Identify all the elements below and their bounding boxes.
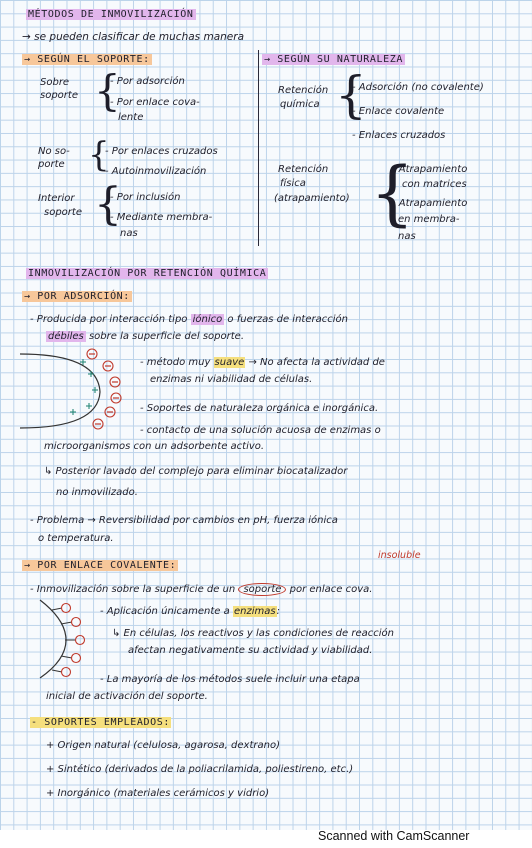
paragraph-line: afectan negativamente su actividad y viabilidad. (128, 645, 373, 656)
paragraph-line: ↳ Posterior lavado del complejo para eliminar biocatalizador (44, 466, 348, 477)
group-label: soporte (44, 207, 82, 218)
paragraph-line: débiles sobre la superficie del soporte. (48, 331, 245, 342)
paragraph-line: microorganismos con un adsorbente activo. (44, 441, 265, 452)
covalente-header: → POR ENLACE COVALENTE: (24, 560, 177, 571)
group-label: física (280, 178, 306, 189)
paragraph-line: - Producida por interacción tipo iónico o fuerzas de interacción (30, 314, 348, 325)
list-item: + Origen natural (celulosa, agarosa, dextrano) (46, 740, 280, 751)
adsorcion-header: → POR ADSORCIÓN: (24, 291, 130, 302)
list-item: lente (118, 112, 144, 123)
brace: { (94, 66, 121, 115)
group-label: Interior (38, 193, 75, 204)
paragraph-line: - contacto de una solución acuosa de enzimas o (140, 425, 381, 436)
paragraph-line: - Problema → Reversibilidad por cambios en pH, fuerza iónica (30, 515, 338, 526)
list-item: - Enlace covalente (352, 106, 445, 117)
list-item: - Adsorción (no covalente) (352, 82, 484, 93)
col2-header: → SEGÚN SU NATURALEZA (264, 54, 404, 65)
list-item: - Enlaces cruzados (352, 130, 446, 141)
list-item: - Mediante membra- (110, 212, 213, 223)
section-title: INMOVILIZACIÓN POR RETENCIÓN QUÍMICA (28, 268, 267, 279)
group-label: soporte (40, 90, 78, 101)
group-label: Sobre (40, 77, 70, 88)
list-item: nas (120, 228, 138, 239)
paragraph-line: o temperatura. (38, 533, 114, 544)
list-item: - Por enlaces cruzados (105, 146, 218, 157)
brace: { (370, 152, 415, 234)
list-item: - Atrapamiento (392, 198, 468, 209)
list-item: con matrices (402, 179, 467, 190)
brace: { (88, 135, 110, 175)
group-label: porte (38, 159, 65, 170)
paragraph-line: - método muy suave → No afecta la actividad de (140, 357, 385, 368)
adsorption-diagram (20, 348, 130, 430)
paragraph-line: no inmovilizado. (56, 487, 138, 498)
list-item: - Atrapamiento (392, 164, 468, 175)
group-label: Retención (278, 164, 329, 175)
column-divider (258, 50, 259, 246)
group-label: No so- (38, 146, 70, 157)
paragraph-line: - Inmovilización sobre la superficie de un soporte por enlace cova. (30, 584, 373, 595)
brace: { (335, 66, 367, 124)
paragraph-line: ↳ En células, los reactivos y las condiciones de reacción (112, 628, 394, 639)
annotation-insoluble: insoluble (378, 550, 421, 561)
brace: { (94, 179, 122, 230)
list-item: + Sintético (derivados de la poliacrilamida, poliestireno, etc.) (46, 764, 354, 775)
list-item: + Inorgánico (materiales cerámicos y vidrio) (46, 788, 270, 799)
soportes-header: - SOPORTES EMPLEADOS: (31, 717, 171, 728)
page-title: MÉTODOS DE INMOVILIZACIÓN (28, 9, 194, 20)
list-item: nas (398, 231, 416, 242)
list-item: - Autoinmovilización (105, 166, 207, 177)
intro-text: → se pueden clasificar de muchas manera (22, 31, 245, 43)
group-label: Retención (278, 85, 329, 96)
list-item: - Por adsorción (110, 76, 185, 87)
paragraph-line: - Soportes de naturaleza orgánica e inorgánica. (140, 403, 379, 414)
list-item: - Por enlace cova- (110, 97, 200, 108)
paragraph-line: - Aplicación únicamente a enzimas: (100, 606, 280, 617)
paragraph-line: - La mayoría de los métodos suele incluir una etapa (100, 674, 360, 685)
scanner-watermark: Scanned with CamScanner (318, 829, 470, 843)
group-label: (atrapamiento) (274, 193, 350, 204)
list-item: - Por inclusión (110, 192, 181, 203)
col1-header: → SEGÚN EL SOPORTE: (24, 54, 150, 65)
covalent-diagram (28, 600, 98, 680)
paragraph-line: inicial de activación del soporte. (46, 691, 208, 702)
group-label: química (280, 99, 320, 110)
list-item: en membra- (398, 214, 460, 225)
paragraph-line: enzimas ni viabilidad de células. (150, 374, 313, 385)
